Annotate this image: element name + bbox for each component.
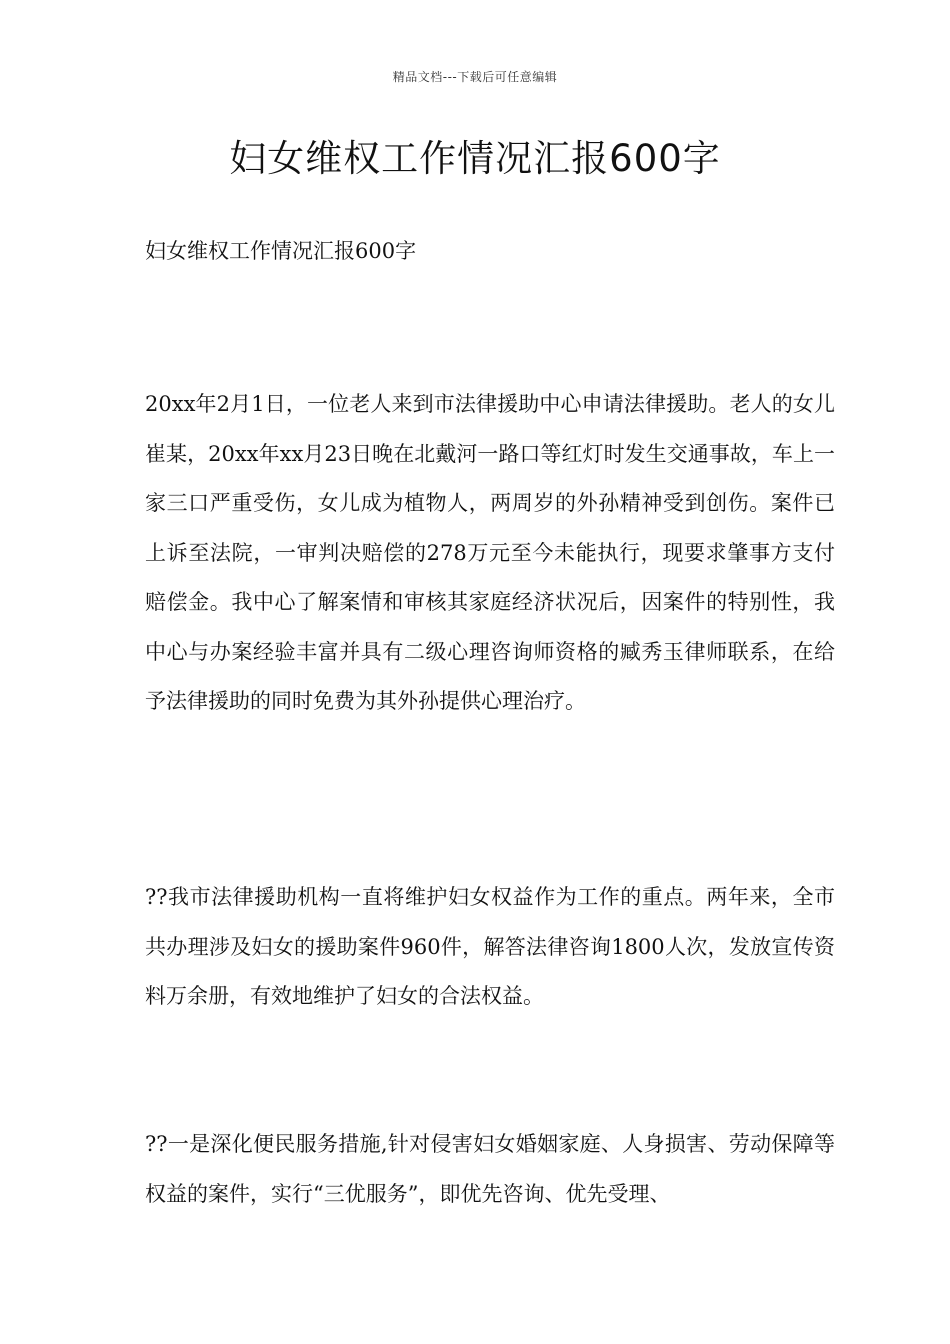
paragraph-service-measures: ??一是深化便民服务措施,针对侵害妇女婚姻家庭、人身损害、劳动保障等权益的案件，实行“三优服务”，即优先咨询、优先受理、 [145,1132,835,1206]
paragraph-statistics: ??我市法律援助机构一直将维护妇女权益作为工作的重点。两年来，全市共办理涉及妇女的援助案件960件，解答法律咨询1800人次，发放宣传资料万余册，有效地维护了妇女的合法权益。 [145,885,835,1008]
paragraph-case-story: 20xx年2月1日，一位老人来到市法律援助中心申请法律援助。老人的女儿崔某，20xx年xx月23日晚在北戴河一路口等红灯时发生交通事故，车上一家三口严重受伤，女儿成为植物人，两周岁的外孙精神受到创伤。案件已上诉至法院，一审判决赔偿的278万元至今未能执行，现要求肇事方支付赔偿金。我中心了解案情和审核其家庭经济状况后，因案件的特别性，我中心与办案经验丰富并具有二级心理咨询师资格的臧秀玉律师联系，在给予法律援助的同时免费为其外孙提供心理治疗。 [145,392,835,713]
header-note: 精品文档---下载后可任意编辑 [392,70,558,84]
document-subtitle: 妇女维权工作情况汇报600字 [145,239,417,263]
document-title: 妇女维权工作情况汇报600字 [229,137,721,180]
